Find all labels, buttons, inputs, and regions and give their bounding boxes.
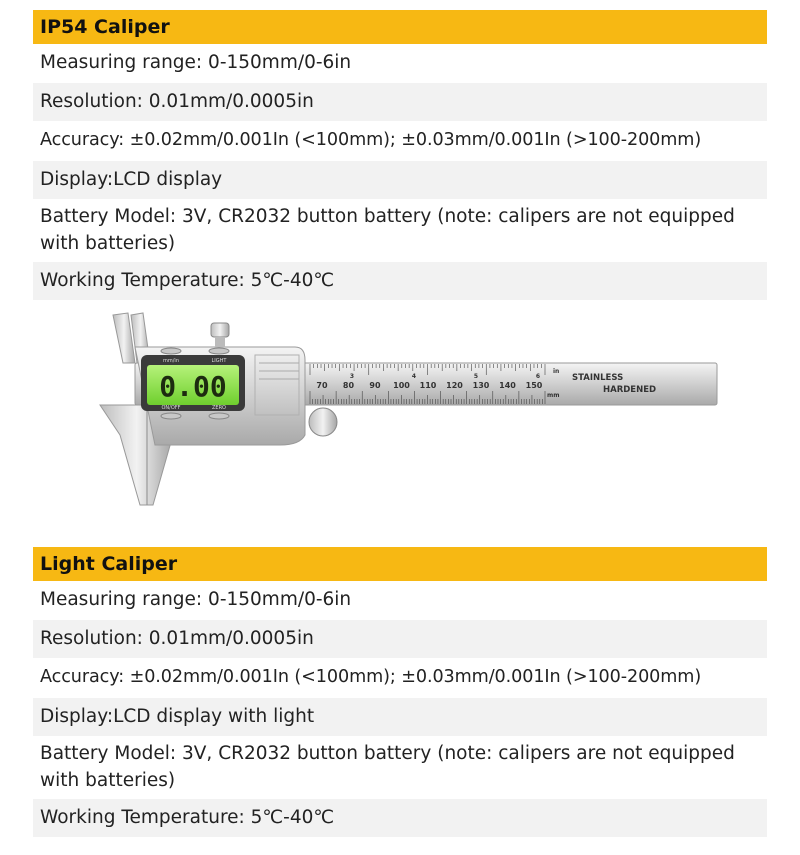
scale-inch-label: 4 <box>411 373 417 380</box>
lock-screw <box>211 323 229 337</box>
spec-row-temperature: Working Temperature: 5℃-40℃ <box>33 262 767 301</box>
scale-inch-label: 5 <box>473 373 479 380</box>
scale-mm-label: 150 <box>525 381 543 390</box>
spec-row-resolution: Resolution: 0.01mm/0.0005in <box>33 620 767 659</box>
scale-mm-label: 100 <box>393 381 410 390</box>
scale-mm-label: 70 <box>316 381 328 390</box>
engraving-hardened: HARDENED <box>603 385 657 395</box>
unit-in-label: in <box>553 368 560 375</box>
caliper-image <box>95 305 720 515</box>
spec-table-ip54 <box>33 10 767 301</box>
scale-mm-label: 110 <box>419 381 437 390</box>
scale-mm-label: 90 <box>369 381 381 390</box>
spec-row-measuring-range: Measuring range: 0-150mm/0-6in <box>33 44 767 83</box>
scale-mm-label: 120 <box>446 381 463 390</box>
spec-row-temperature: Working Temperature: 5℃-40℃ <box>33 799 767 838</box>
spec-row-resolution: Resolution: 0.01mm/0.0005in <box>33 83 767 122</box>
scale-mm-label: 130 <box>472 381 490 390</box>
spec-row-display: Display:LCD display with light <box>33 698 767 737</box>
spec-row-battery: Battery Model: 3V, CR2032 button battery (note: calipers are not equipped with batteries) <box>33 737 767 799</box>
spec-table-title: IP54 Caliper <box>33 10 767 44</box>
scale-inch-label: 3 <box>349 373 355 380</box>
thumb-wheel <box>309 408 337 436</box>
engraving-stainless: STAINLESS <box>572 373 624 383</box>
light-button-label: LIGHT <box>211 358 227 364</box>
spec-table-light <box>33 547 767 838</box>
spec-row-accuracy: Accuracy: ±0.02mm/0.001In (<100mm); ±0.03mm/0.001In (>100-200mm) <box>33 122 767 161</box>
scale-inch-label: 6 <box>535 373 541 380</box>
unit-mm-label: mm <box>547 392 560 399</box>
scale-mm-label: 80 <box>342 381 355 390</box>
spec-table-title: Light Caliper <box>33 547 767 581</box>
scale-mm-label: 140 <box>499 381 516 390</box>
zero-button-label: ZERO <box>212 405 226 411</box>
spec-row-battery: Battery Model: 3V, CR2032 button battery (note: calipers are not equipped with batteries) <box>33 200 767 262</box>
spec-row-display: Display:LCD display <box>33 161 767 200</box>
spec-row-accuracy: Accuracy: ±0.02mm/0.001In (<100mm); ±0.03mm/0.001In (>100-200mm) <box>33 659 767 698</box>
spec-row-measuring-range: Measuring range: 0-150mm/0-6in <box>33 581 767 620</box>
mm-in-button-label: mm/in <box>163 358 179 364</box>
onoff-button-label: ON/OFF <box>161 405 181 411</box>
lcd-reading: 0.00 <box>159 370 227 403</box>
